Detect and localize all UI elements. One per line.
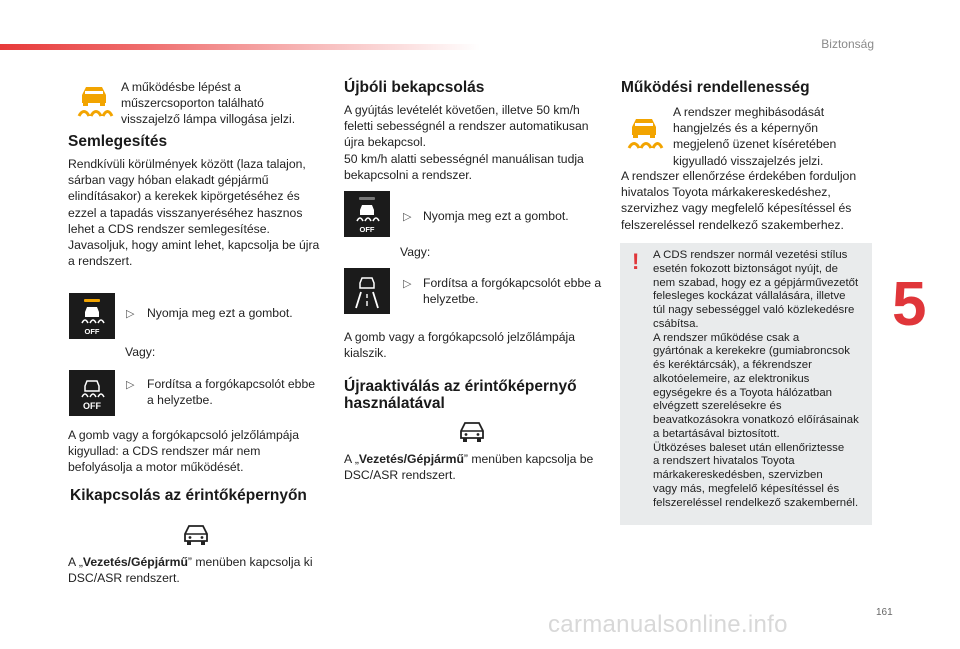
reactivate-heading: Újbóli bekapcsolás <box>344 79 485 96</box>
indicator-off-text: A gomb vagy a forgókapcsoló jelzőlámpája kialszik. <box>344 330 576 361</box>
touch-on-heading: Újraaktiválás az érintőképernyő használatával <box>344 378 577 412</box>
press-button-text: Nyomja meg ezt a gombot. <box>147 306 293 320</box>
skid-warning-lamp-icon <box>72 78 116 122</box>
svg-text:OFF: OFF <box>359 225 375 234</box>
malfunction-heading: Működési rendellenesség <box>621 79 810 96</box>
watermark: carmanualsonline.info <box>548 611 788 638</box>
cds-button-icon <box>344 191 390 237</box>
drive-mode-knob-normal-icon <box>344 268 390 314</box>
reactivate-paragraph: A gyújtás levételét követően, illetve 50 km/h feletti sebességnél a rendszer automatikusan újra bekapcsol. 50 km/h alatti sebességnél manuálisan tudja bekapcsolni a rendszer. <box>344 103 589 182</box>
car-icon <box>456 419 488 445</box>
bullet-icon: ▷ <box>403 211 412 223</box>
neutral-heading: Semlegesítés <box>68 133 168 150</box>
warning-note-text: A CDS rendszer normál vezetési stílus esetén fokozott biztonságot nyújt, de nem szabad, hogy ez a gépjárművezetőt felesleges kockázat vállalására, illetve túl nagy sebességgel való közlekedésre csábítsa. A rendszer működése csak a gyártónak a kerekekre (gumiabroncsok és keréktárcsák), a fékrendszer alkotóelemeire, az elektronikus egységekre és a Toyota hálózatban elvégzett szerelésekre és beavatkozásokra vonatkozó előírásainak a betartásával biztosított. Ütközéses baleset után ellenőriztesse a rendszert hivatalos Toyota márkakereskedésben, szervizben vagy más, megfelelő képesítéssel és felszereléssel rendelkező szakembernél. <box>653 249 859 509</box>
skid-warning-lamp-icon <box>622 110 666 154</box>
bullet-icon: ▷ <box>126 379 135 391</box>
malfunction-warn-text: A rendszer meghibásodását hangjelzés és a képernyőn megjelenő üzenet kíséretében kigyulladó visszajelzés jelzi. <box>673 105 837 168</box>
bullet-icon: ▷ <box>403 278 412 290</box>
neutral-paragraph: Rendkívüli körülmények között (laza talajon, sárban vagy hóban elakadt gépjármű elindításakor) a kerekek kipörgetéséhez és ezzel a tapadás visszanyeréséhez hasznos lehet a CDS rendszer semlegesítése. Javasoljuk, hogy amint lehet, kapcsolja be újra a rendszert. <box>68 157 320 269</box>
drive-mode-knob-off-icon <box>69 370 115 416</box>
press-button-text: Nyomja meg ezt a gombot. <box>423 209 569 223</box>
touch-off-heading: Kikapcsolás az érintőképernyőn <box>70 487 307 504</box>
section-title: Biztonság <box>821 37 874 51</box>
or-text: Vagy: <box>125 345 156 359</box>
cds-off-button-icon <box>69 293 115 339</box>
menu-off-text: A „Vezetés/Gépjármű” menüben kapcsolja ki DSC/ASR rendszert. <box>68 555 313 586</box>
or-text: Vagy: <box>400 245 431 259</box>
bullet-icon: ▷ <box>126 308 135 320</box>
header-accent-bar <box>0 44 480 50</box>
chapter-number: 5 <box>892 270 927 339</box>
intro-text: A működésbe lépést a műszercsoporton található visszajelző lámpa villogása jelzi. <box>121 80 296 127</box>
menu-on-text: A „Vezetés/Gépjármű” menüben kapcsolja be DSC/ASR rendszert. <box>344 452 594 483</box>
svg-text:OFF: OFF <box>83 401 101 411</box>
exclamation-icon: ! <box>632 249 640 274</box>
malfunction-check-text: A rendszer ellenőrzése érdekében forduljon hivatalos Toyota márkakereskedéshez, szervizhez vagy megfelelő képesítéssel és felszereléssel rendelkező szakemberhez. <box>621 169 857 232</box>
turn-knob-text: Fordítsa a forgókapcsolót ebbe a helyzetbe. <box>423 276 602 307</box>
indicator-text: A gomb vagy a forgókapcsoló jelzőlámpája kigyullad: a CDS rendszer már nem befolyásolja a motor működését. <box>68 428 300 475</box>
svg-text:OFF: OFF <box>84 327 100 336</box>
turn-knob-text: Fordítsa a forgókapcsolót ebbe a helyzetbe. <box>147 377 316 408</box>
page-number: 161 <box>876 607 893 618</box>
car-icon <box>180 522 212 548</box>
